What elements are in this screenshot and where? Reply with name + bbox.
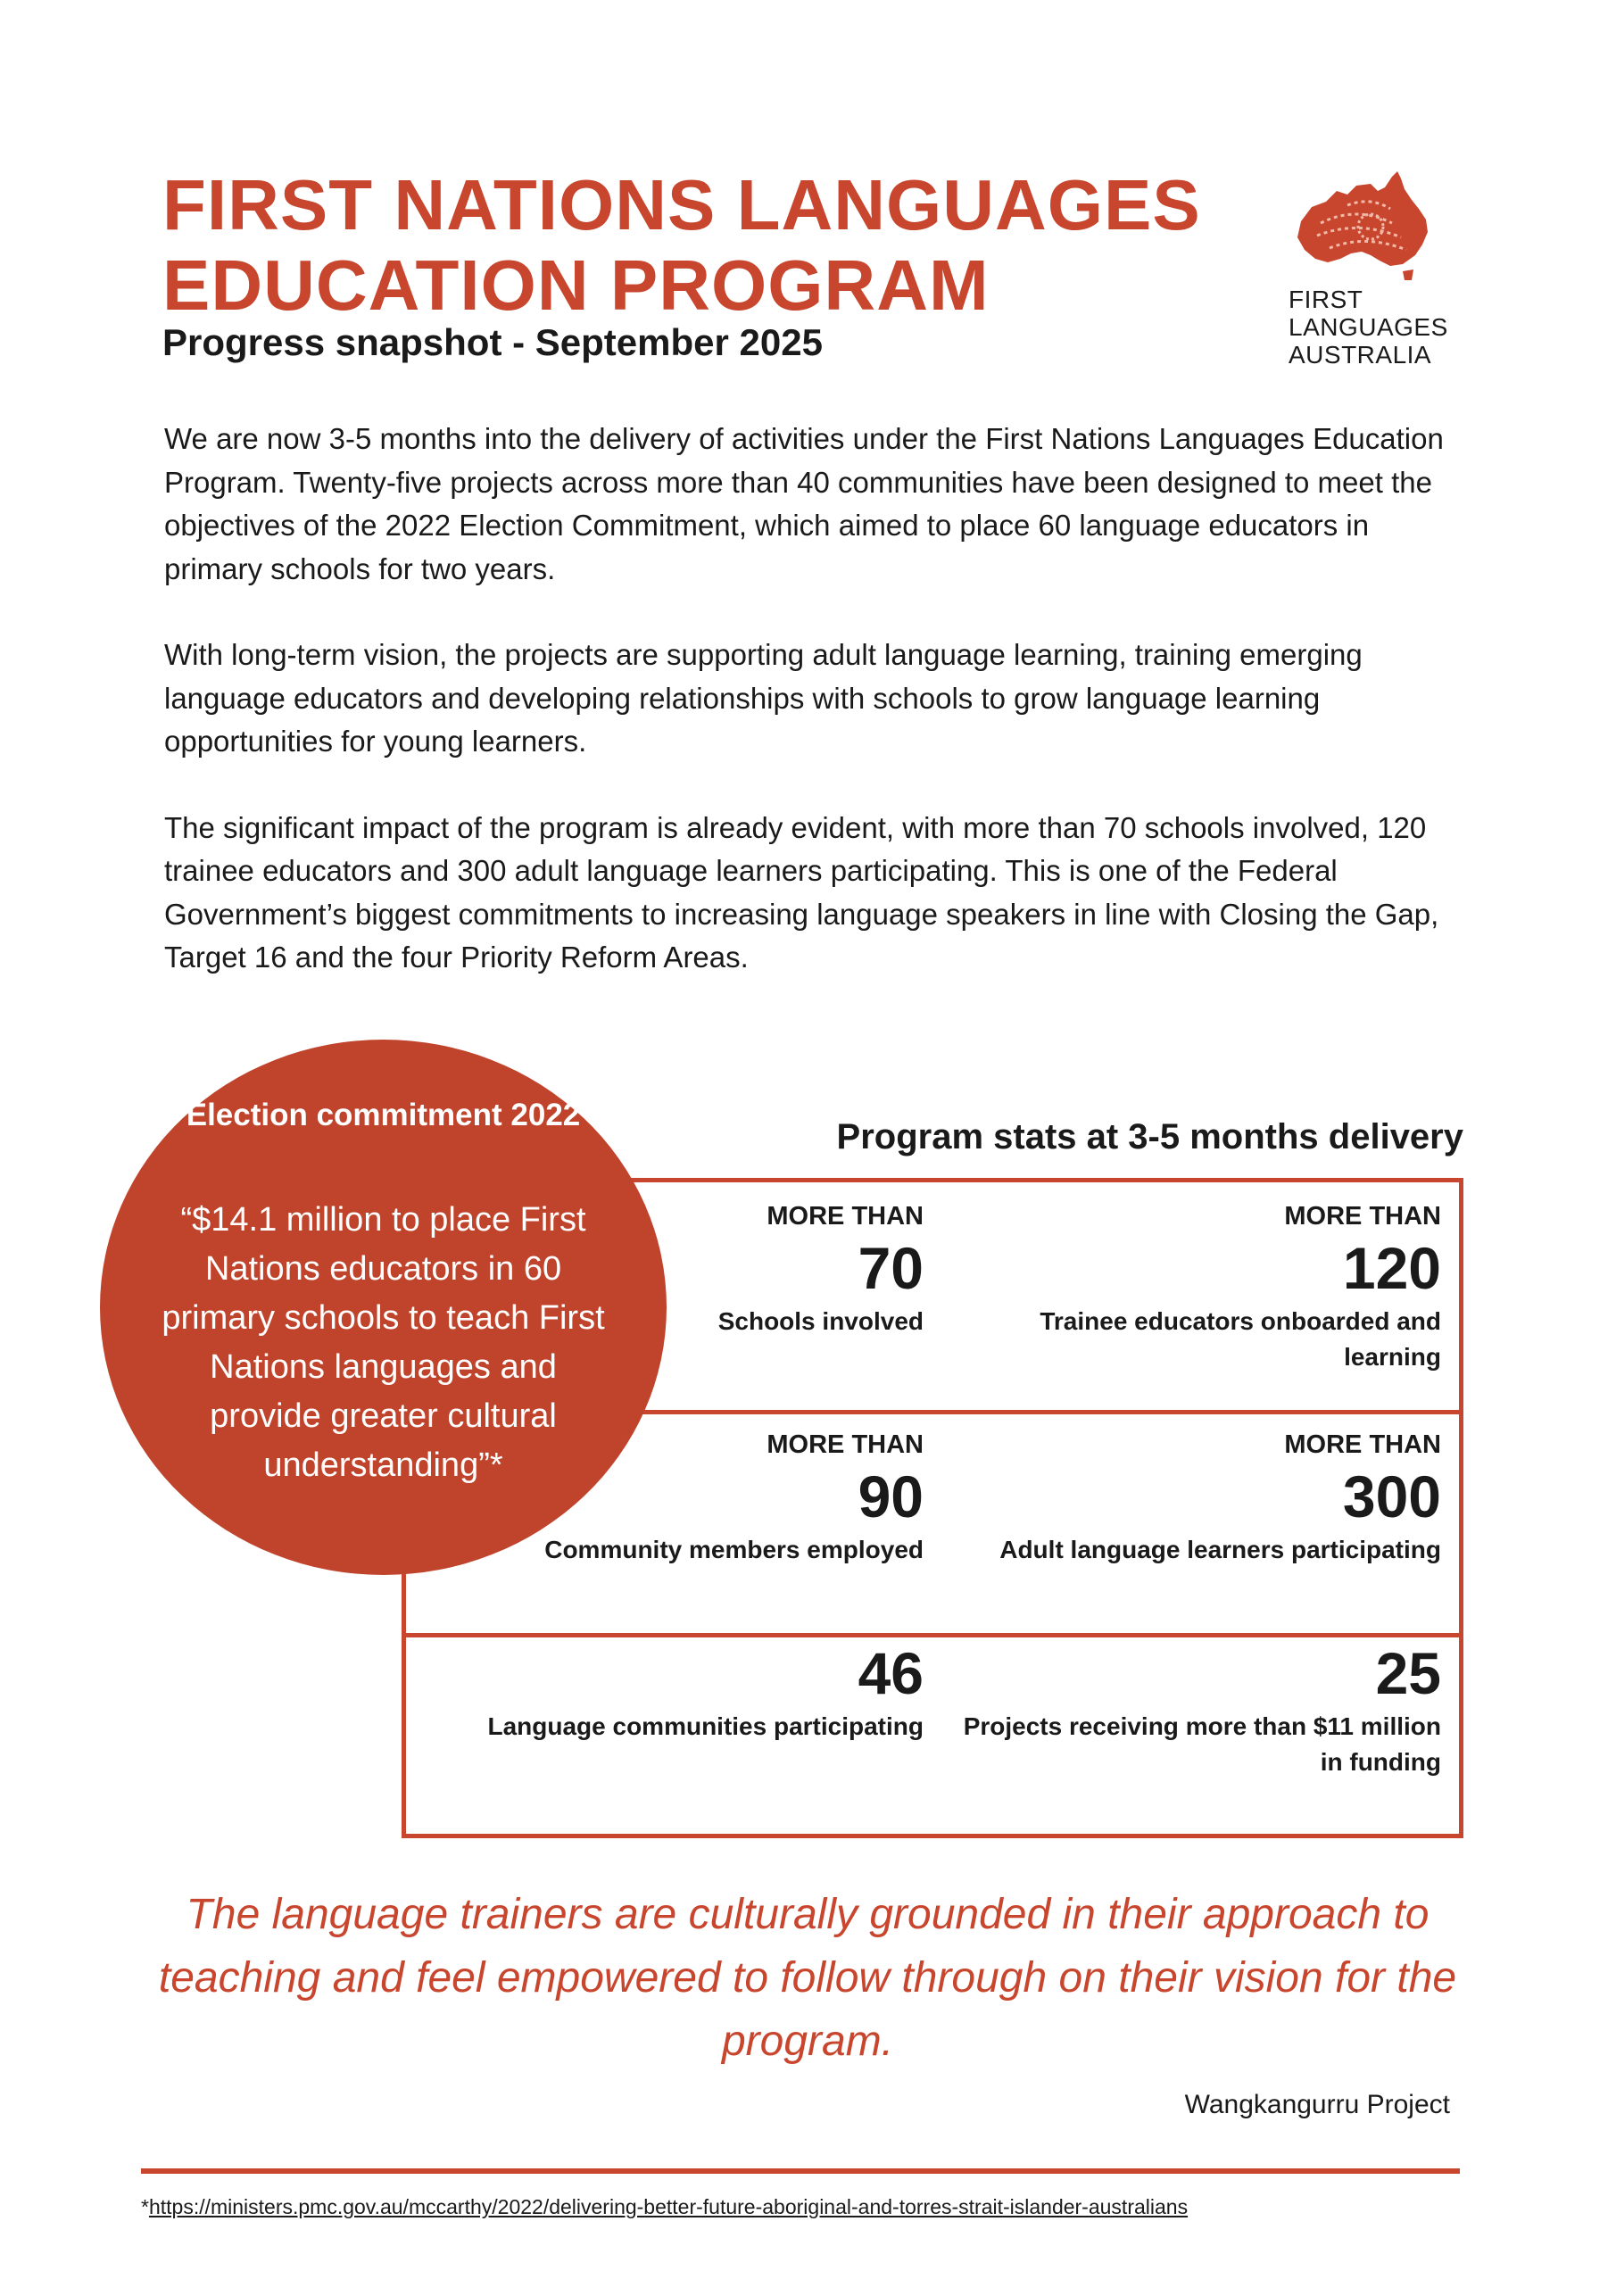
stat-label: Language communities participating <box>487 1712 924 1740</box>
stat-qualifier: MORE THAN <box>1284 1430 1441 1459</box>
logo-text-australia: AUSTRALIA <box>1289 341 1432 369</box>
stat-label: Schools involved <box>717 1307 924 1335</box>
intro-paragraph: The significant impact of the program is already evident, with more than 70 schools involved, 120 trainee educators and 300 adult language learners participating. This is one of the Federal Government’s biggest commitments to increasing language speakers in line with Closing the Gap, Target 16 and the four Priority Reform Areas. <box>164 810 1439 974</box>
first-languages-australia-logo <box>1285 170 1472 375</box>
footnote <box>141 2193 1460 2220</box>
election-commitment-circle <box>100 1040 667 1575</box>
commitment-heading: Election commitment 2022 <box>186 1098 581 1132</box>
stat-value: 46 <box>858 1640 924 1706</box>
stat-adult-learners <box>959 1429 1441 1568</box>
stat-language-communities <box>442 1637 924 1745</box>
stat-value: 70 <box>858 1235 924 1301</box>
page-title <box>162 165 1287 326</box>
stat-label: Adult language learners participating <box>999 1536 1441 1563</box>
stat-value: 300 <box>1342 1463 1441 1529</box>
stat-label: Trainee educators onboarded and learning <box>1040 1307 1441 1371</box>
stat-value: 90 <box>858 1463 924 1529</box>
testimonial-quote: The language trainers are culturally grounded in their approach to teaching and feel empowered to follow through on their vision for the program. <box>158 1891 1457 2065</box>
footnote-link[interactable]: https://ministers.pmc.gov.au/mccarthy/2022/delivering-better-future-aboriginal-and-torres-strait-islander-australians <box>148 2195 1189 2218</box>
intro-paragraph: We are now 3-5 months into the delivery of activities under the First Nations Languages Education Program. Twenty-five projects across more than 40 communities have been designed to meet the objectives of the 2022 Election Commitment, which aimed to place 60 language educators in primary schools for two years. <box>164 422 1444 585</box>
intro-paragraph: With long-term vision, the projects are supporting adult language learning, training emerging language educators and developing relationships with schools to grow language learning opportunities for young learners. <box>164 638 1363 758</box>
stat-value: 25 <box>1375 1640 1441 1706</box>
title-line-1: FIRST NATIONS LANGUAGES <box>162 165 1201 245</box>
australia-map-icon <box>1285 170 1463 286</box>
stats-heading: Program stats at 3-5 months delivery <box>836 1117 1463 1156</box>
stat-qualifier: MORE THAN <box>767 1430 924 1459</box>
stat-qualifier: MORE THAN <box>1284 1202 1441 1231</box>
stat-label: Projects receiving more than $11 million in funding <box>963 1712 1441 1776</box>
testimonial-source: Wangkangurru Project <box>1184 2090 1450 2119</box>
logo-text-first: FIRST <box>1289 286 1363 313</box>
stat-projects <box>959 1637 1441 1780</box>
title-line-2: EDUCATION PROGRAM <box>162 245 990 325</box>
stat-trainees <box>959 1200 1441 1375</box>
intro-section <box>164 418 1467 1023</box>
logo-text-languages: LANGUAGES <box>1289 313 1448 341</box>
stat-qualifier: MORE THAN <box>767 1202 924 1231</box>
stat-label: Community members employed <box>544 1536 924 1563</box>
page-subtitle: Progress snapshot - September 2025 <box>162 321 823 363</box>
footer-divider <box>141 2168 1460 2174</box>
footnote-marker: * <box>141 2195 149 2218</box>
stat-value: 120 <box>1342 1235 1441 1301</box>
commitment-quote: “$14.1 million to place First Nations educators in 60 primary schools to teach First Nations languages and provide greater cultural understanding”* <box>162 1201 605 1484</box>
logo-text <box>1289 286 1448 369</box>
